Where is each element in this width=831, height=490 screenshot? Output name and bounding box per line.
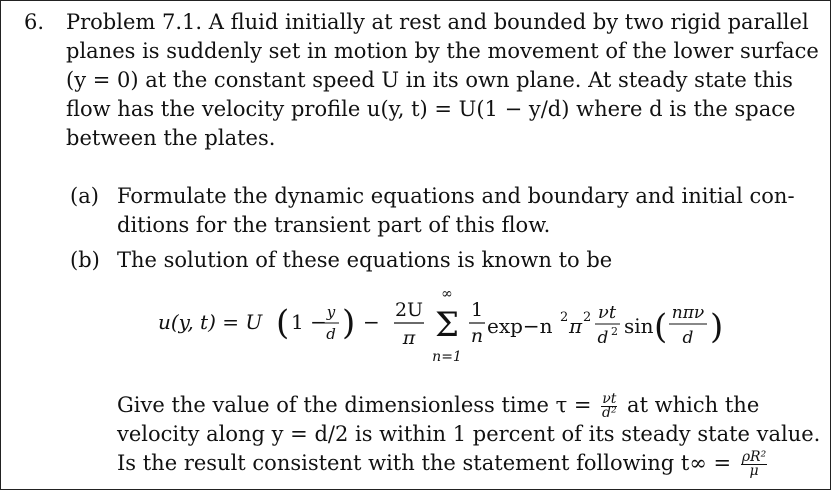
eq-pi: π	[569, 314, 583, 338]
problem-line: (y = 0) at the constant speed U in its own plane. At steady state this	[66, 68, 793, 92]
eq-exp: exp−n	[487, 314, 553, 338]
eq-minus: −	[363, 310, 380, 334]
tinf-fraction	[741, 451, 767, 478]
eq-sin: sin	[624, 314, 654, 338]
tau-fraction	[601, 393, 617, 420]
eq-y-den: d	[326, 325, 336, 343]
eq-exp-sup: 2	[560, 310, 569, 325]
eq-nu-num: νt	[597, 302, 617, 323]
eq-y-num: y	[326, 303, 336, 321]
eq-sum-lower: n=1	[432, 349, 462, 365]
eq-paren-open: (	[276, 303, 290, 343]
eq-coef-num: 2U	[394, 299, 424, 321]
problem-statement	[66, 8, 819, 153]
eq-pi-sup: 2	[583, 310, 592, 325]
problem-line: planes is suddenly set in motion by the movement of the lower surface	[66, 39, 819, 63]
part-a-label: (a)	[70, 184, 99, 208]
eq-coef-den: π	[402, 327, 416, 349]
problem-line: flow has the velocity profile u(y, t) = U(1 − y/d) where d is the space	[66, 97, 796, 121]
problem-line: Problem 7.1. A fluid initially at rest and bounded by two rigid parallel	[66, 10, 809, 34]
equation-svg	[158, 280, 758, 370]
question-line-3	[117, 449, 777, 478]
eq-inv-num: 1	[470, 299, 484, 321]
tinf-num: ρR²	[741, 449, 767, 465]
eq-one-minus: 1 −	[291, 310, 327, 334]
question-line-1	[117, 391, 777, 420]
eq-sin-paren-open: (	[654, 307, 668, 347]
eq-lhs: u(y, t) = U	[158, 310, 263, 334]
question-text: at which the	[627, 393, 760, 417]
eq-sum-sign: Σ	[434, 305, 460, 345]
question-line-2: velocity along y = d/2 is within 1 percent of its steady state value.	[117, 422, 821, 446]
part-b-intro: The solution of these equations is known to be	[117, 248, 613, 272]
tau-num: νt	[602, 391, 617, 407]
eq-sin-paren-close: )	[710, 307, 724, 347]
solution-equation	[158, 280, 758, 370]
part-a-line: ditions for the transient part of this flow.	[117, 213, 551, 237]
problem-line: between the plates.	[66, 126, 276, 150]
eq-inv-den: n	[470, 325, 484, 347]
part-a-text	[117, 182, 795, 240]
eq-paren-close: )	[342, 303, 356, 343]
problem-number: 6.	[24, 10, 45, 34]
eq-nu-den-sup: 2	[611, 325, 618, 338]
eq-arg-num: nπν	[671, 303, 705, 323]
eq-sum-upper: ∞	[441, 286, 453, 302]
part-a-line: Formulate the dynamic equations and boundary and initial con-	[117, 184, 795, 208]
eq-nu-den: d	[597, 328, 609, 348]
part-b-label: (b)	[70, 248, 100, 272]
part-b-question	[117, 391, 821, 479]
question-text: Give the value of the dimensionless time τ =	[117, 393, 592, 417]
eq-arg-den: d	[682, 328, 694, 348]
tau-den: d²	[602, 405, 617, 421]
tinf-den: μ	[749, 463, 759, 479]
question-text: Is the result consistent with the statement following t∞ =	[117, 451, 732, 475]
